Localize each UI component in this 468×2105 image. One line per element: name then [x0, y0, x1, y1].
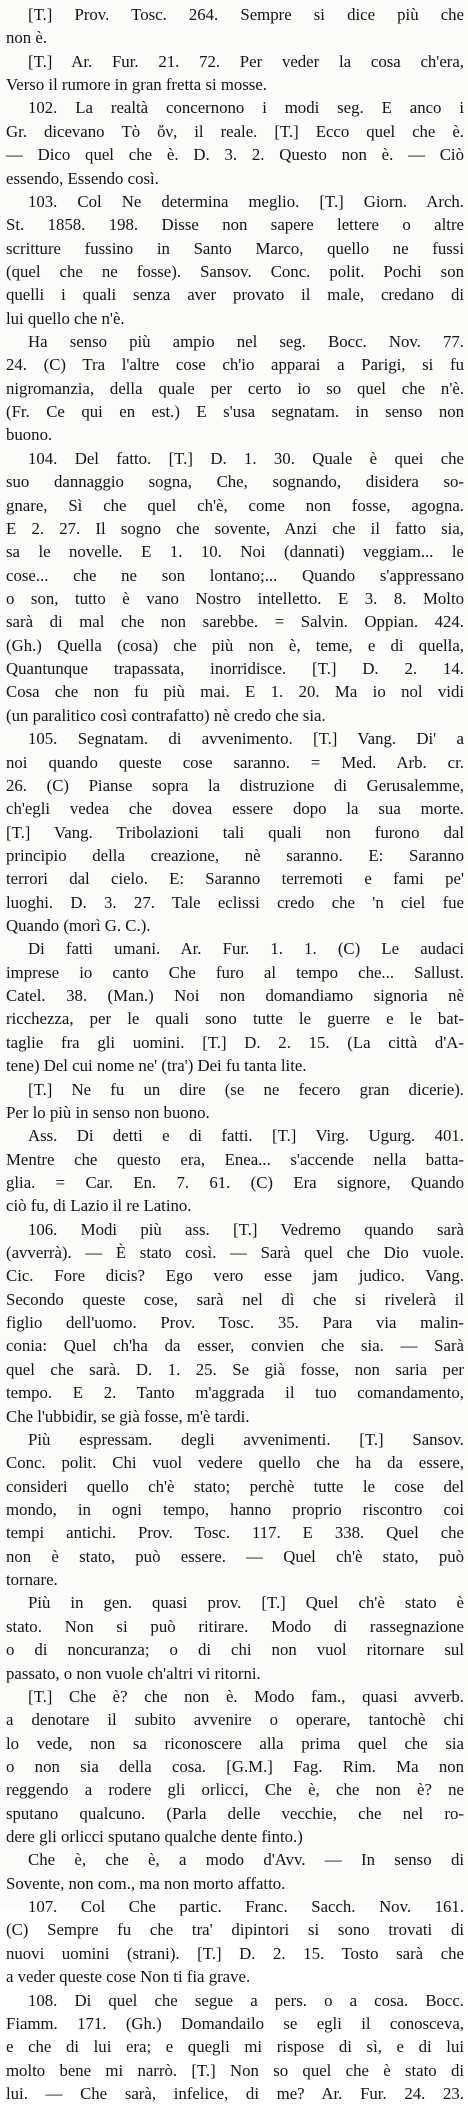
text-line: lo vede, non sa riconoscere alla prima quel che sia — [6, 1733, 464, 1753]
text-line: [T.] Prov. Tosc. 264. Sempre si dice più che — [28, 5, 464, 24]
text-line: a denotare il subito avvenire o operare, tantochè chi — [6, 1710, 464, 1730]
text-line: Più in gen. quasi prov. [T.] Quel ch'è stato è — [28, 1593, 464, 1613]
text-line: gnare, Sì che quel ch'è, come non fosse, agogna. — [6, 495, 464, 515]
text-line: 107. Col Che partic. Franc. Sacch. Nov. 161. — [28, 1897, 464, 1917]
text-line: e che di lui era; e quegli mi rispose di sì, e di lui — [6, 2037, 464, 2057]
text-line: essendo, Essendo così. — [6, 168, 159, 188]
text-line: cose... che ne son lontano;... Quando s'appressano — [6, 565, 464, 585]
text-line: Ass. Di detti e di fatti. [T.] Virg. Ugurg. 401. — [28, 1126, 464, 1146]
text-line: 103. Col Ne determina meglio. [T.] Giorn. Arch. — [28, 191, 464, 211]
text-line: Ha senso più ampio nel seg. Bocc. Nov. 77. — [28, 332, 464, 352]
text-line: taglie fra gli uomini. [T.] D. 2. 15. (La città d'A- — [6, 1032, 464, 1052]
text-line: noi quando queste cose saranno. = Med. Arb. cr. — [6, 752, 464, 772]
text-line: reggendo a rodere gli orlicci, Che è, che non è? ne — [6, 1780, 464, 1800]
text-line: Gr. dicevano Τὸ ὄν, il reale. [T.] Ecco quel che è. — [6, 121, 464, 141]
text-line: scritture fussino in Santo Marco, quello ne fussi — [6, 238, 464, 258]
text-line: figlio dell'uomo. Prov. Tosc. 35. Para via malin- — [6, 1313, 464, 1333]
text-line: non è stato, può essere. — Quel ch'è stato, può — [6, 1546, 464, 1566]
text-line: dere gli orlicci sputano qualche dente finto.) — [6, 1827, 303, 1847]
text-line: lui quello che n'è. — [6, 308, 125, 328]
text-line: tornare. — [6, 1570, 58, 1590]
text-line: Secondo queste cose, sarà nel dì che si rivelerà il — [6, 1289, 464, 1309]
text-line: (quel che ne fosse). Sansov. Conc. polit. Pochi son — [6, 261, 464, 281]
text-line: tempi antichi. Prov. Tosc. 117. E 338. Quel che — [6, 1523, 464, 1543]
text-line: mondo, in ogni tempo, hanno proprio riscontro coi — [6, 1500, 464, 1519]
text-line: 108. Di quel che segue a pers. o a cosa. Bocc. — [28, 1990, 464, 2010]
text-line: nuovi uomini (strani). [T.] D. 2. 15. Tosto sarà che — [6, 1943, 464, 1963]
text-line: [T.] Che è? che non è. Modo fam., quasi avverb. — [28, 1686, 464, 1706]
text-line: Quando (morì G. C.). — [6, 916, 151, 936]
text-line: (avverrà). — È stato così. — Sarà quel che Dio vuole. — [6, 1243, 464, 1263]
text-line: quel che sarà. D. 1. 25. Se già fosse, non saria per — [6, 1359, 464, 1379]
text-line: [T.] Ar. Fur. 21. 72. Per veder la cosa ch'era, — [28, 51, 464, 71]
text-line: o di noncuranza; o di chi non vuol ritornare sul — [6, 1640, 464, 1660]
text-line: Più espressam. degli avvenimenti. [T.] Sansov. — [28, 1429, 464, 1449]
text-line: Mentre che questo era, Enea... s'accende nella batta- — [6, 1149, 464, 1169]
text-line: o non sia della cosa. [G.M.] Fag. Rim. Ma non — [6, 1756, 464, 1776]
text-line: Che è, che è, a modo d'Avv. — In senso di — [28, 1850, 464, 1870]
text-line: Fiamm. 171. (Gh.) Domandailo se egli il conosceva, — [6, 2013, 464, 2033]
text-line: glia. = Car. En. 7. 61. (C) Era signore, Quando — [6, 1172, 464, 1192]
text-line: 104. Del fatto. [T.] D. 1. 30. Quale è quei che — [28, 448, 464, 468]
text-line: 102. La realtà concernono i modi seg. E anco i — [28, 98, 464, 118]
text-line: suo dannaggio sogna, Che, sognando, disidera so- — [6, 472, 464, 492]
text-line: Quantunque trapassata, inorridisce. [T.] D. 2. 14. — [6, 659, 464, 679]
text-line: E 2. 27. Il sogno che sovente, Anzi che il fatto sia, — [6, 518, 464, 538]
text-line: [T.] Vang. Tribolazioni tali quali non furono dal — [6, 822, 464, 842]
text-line: Verso il rumore in gran fretta si mosse. — [6, 75, 267, 95]
text-line: sa le novelle. E 1. 10. Noi (dannati) veggiam... le — [6, 542, 464, 562]
text-line: conia: Quel ch'ha da esser, convien che sia. — Sarà — [6, 1336, 464, 1356]
text-line: molto bene mi narrò. [T.] Non so quel che è stato di — [6, 2060, 464, 2080]
text-line: tempo. E 2. Tanto m'aggrada il tuo comandamento, — [6, 1383, 464, 1403]
text-line: sarà di mal che non sarebbe. = Salvin. Oppian. 424. — [6, 612, 464, 632]
text-line: tene) Del cui nome ne' (tra') Dei fu tanta lite. — [6, 1056, 307, 1076]
text-line: Cosa che non fu più mai. E 1. 20. Ma io nol vidi — [6, 682, 464, 702]
text-line: Di fatti umani. Ar. Fur. 1. 1. (C) Le audaci — [28, 939, 464, 959]
text-line: luoghi. D. 3. 27. Tale eclissi credo che 'n ciel fue — [6, 892, 464, 912]
text-line: buono. — [6, 425, 53, 445]
text-line: ch'egli vedea che dovea essere dopo la sua morte. — [6, 799, 464, 819]
text-line: terrori dal cielo. E: Saranno terremoti e fami pe' — [6, 869, 464, 889]
text-line: 24. (C) Tra l'altre cose ch'io apparai a Parigi, si fu — [6, 355, 464, 375]
text-line: non è. — [6, 28, 48, 48]
text-line: ciò fu, di Lazio il re Latino. — [6, 1196, 192, 1216]
text-line: Cic. Fore dicis? Ego vero esse jam judico. Vang. — [6, 1266, 464, 1286]
text-line: stato. Non si può ritirare. Modo di rassegnazione — [6, 1616, 464, 1636]
text-line: 105. Segnatam. di avvenimento. [T.] Vang. Di' a — [28, 729, 464, 749]
text-line: (Fr. Ce qui en est.) E s'usa segnatam. in senso non — [6, 402, 464, 422]
text-line: Conc. polit. Chi vuol vedere quello che ha da essere, — [6, 1453, 464, 1473]
text-line: 26. (C) Pianse sopra la distruzione di Gerusalemme, — [6, 775, 464, 795]
text-line: principio della creazione, nè saranno. E: Saranno — [6, 845, 464, 865]
text-line: passato, o non vuole ch'altri vi ritorni. — [6, 1663, 261, 1683]
text-line: [T.] Ne fu un dire (se ne fecero gran dicerie). — [28, 1079, 464, 1099]
text-line: Catel. 38. (Man.) Noi non domandiamo signoria nè — [6, 986, 464, 1006]
text-line: imprese io canto Che furo al tempo che... Sallust. — [6, 962, 464, 982]
text-line: ricchezza, per le quali sono tutte le guerre e le bat- — [6, 1009, 464, 1029]
text-line: 106. Modi più ass. [T.] Vedremo quando sarà — [28, 1219, 464, 1239]
text-line: Che l'ubbidir, se già fosse, m'è tardi. — [6, 1406, 250, 1426]
text-line: (C) Sempre fu che tra' dipintori si sono trovati di — [6, 1920, 464, 1940]
text-line: quelli i quali senza aver provato il male, credano di — [6, 285, 464, 305]
text-line: — Dico quel che è. D. 3. 2. Questo non è. — Ciò — [6, 145, 464, 165]
text-line: Sovente, non com., ma non morto affatto. — [6, 1873, 286, 1893]
text-line: sputano qualcuno. (Parla delle vecchie, che nel ro- — [6, 1803, 464, 1823]
text-line: Per lo più in senso non buono. — [6, 1102, 210, 1122]
text-line: St. 1858. 198. Disse non sapere lettere o altre — [6, 215, 464, 235]
text-line: o son, tutto è vano Nostro intelletto. E 3. 8. Molto — [6, 588, 464, 608]
text-line: lui. — Che sarà, infelice, di me? Ar. Fur. 24. 23. — [6, 2083, 464, 2103]
text-line: consideri quello ch'è stato; perchè tutte le cose del — [6, 1476, 464, 1496]
text-line: (Gh.) Quella (cosa) che più non è, teme, e di quella, — [6, 635, 464, 655]
text-line: nigromanzia, della quale per certo io so quel che n'è. — [6, 378, 464, 398]
text-line: a veder queste cose Non ti fia grave. — [6, 1967, 251, 1987]
text-line: (un paralitico così contrafatto) nè credo che sia. — [6, 705, 326, 725]
